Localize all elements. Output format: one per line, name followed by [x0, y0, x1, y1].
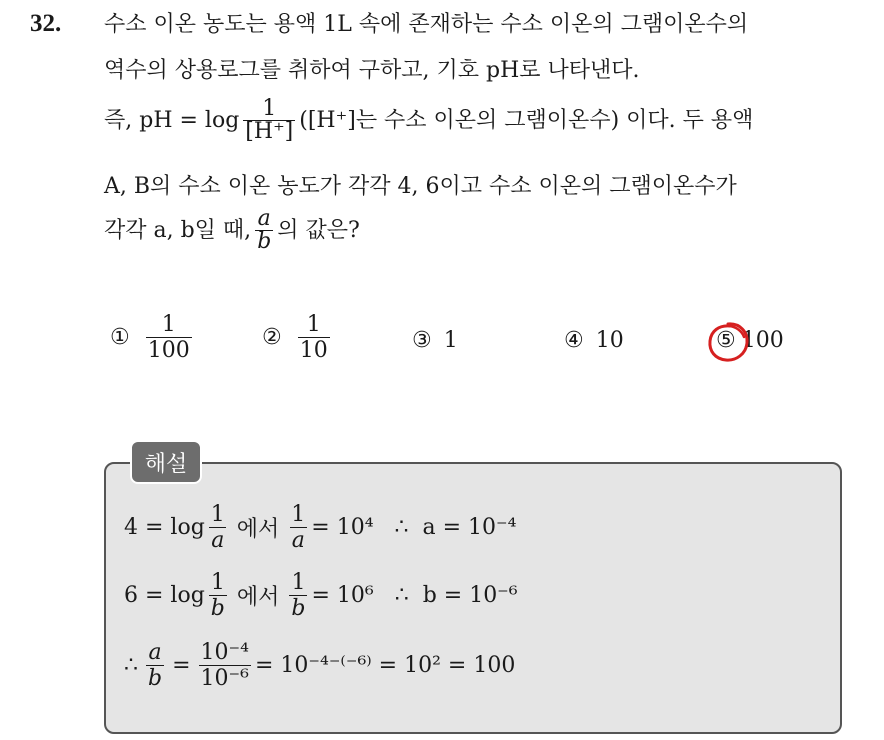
question-line-4: A, B의 수소 이온 농도가 각각 4, 6이고 수소 이온의 그램이온수가 — [104, 174, 737, 199]
choice-1-numerator: 1 — [161, 312, 176, 337]
solution-row-3-denominator-2: 10⁻⁶ — [200, 666, 249, 691]
solution-row-1-rhs: = 10⁴ ∴ a = 10⁻⁴ — [311, 515, 517, 540]
solution-row-3-fraction-1 — [146, 640, 164, 691]
solution-row-1-numerator-1: 1 — [210, 502, 225, 527]
choice-1[interactable] — [110, 312, 196, 363]
ph-fraction-numerator: 1 — [262, 96, 277, 121]
solution-row-1-lhs: 4 = log — [124, 515, 205, 540]
solution-row-2-numerator-2: 1 — [291, 570, 306, 595]
solution-badge: 해설 — [130, 440, 202, 484]
choice-4-value: 10 — [595, 328, 624, 353]
solution-row-1-fraction-1 — [209, 502, 227, 553]
solution-row-2-lhs: 6 = log — [124, 583, 205, 608]
solution-row-1-fraction-2 — [289, 502, 307, 553]
choice-1-fraction — [146, 312, 192, 363]
solution-row-1 — [124, 502, 516, 553]
choice-2[interactable] — [262, 312, 334, 363]
choice-3-symbol: ③ — [412, 328, 432, 353]
solution-row-2-numerator-1: 1 — [210, 570, 225, 595]
solution-row-2-rhs: = 10⁶ ∴ b = 10⁻⁶ — [311, 583, 518, 608]
ratio-denominator: b — [257, 229, 272, 254]
ph-definition: 즉, pH = log — [104, 107, 240, 133]
choice-4[interactable] — [564, 328, 624, 353]
question-prompt-suffix: 의 값은? — [277, 217, 360, 243]
choice-1-denominator: 100 — [147, 338, 190, 363]
solution-row-2-fraction-1 — [209, 570, 227, 621]
solution-row-3-rhs: = 10⁻⁴⁻⁽⁻⁶⁾ = 10² = 100 — [254, 653, 516, 678]
solution-row-2-connector: 에서 — [236, 585, 280, 610]
solution-row-3-denominator-1: b — [148, 666, 163, 691]
solution-row-2-denominator-2: b — [291, 596, 306, 621]
choice-2-denominator: 10 — [299, 338, 328, 363]
question-ratio-fraction — [255, 208, 273, 253]
choice-3[interactable] — [412, 328, 458, 353]
choice-2-fraction — [298, 312, 330, 363]
answer-mark-icon — [706, 320, 750, 364]
solution-row-2 — [124, 570, 518, 621]
solution-row-1-denominator-2: a — [291, 528, 305, 553]
solution-row-1-denominator-1: a — [211, 528, 225, 553]
choice-2-numerator: 1 — [306, 312, 321, 337]
solution-row-3-equals: = — [172, 653, 191, 678]
solution-row-3 — [124, 640, 515, 691]
ratio-numerator: a — [257, 206, 271, 231]
choice-2-symbol: ② — [262, 325, 282, 350]
solution-row-3-fraction-2 — [199, 640, 251, 691]
question-line-2: 역수의 상용로그를 취하여 구하고, 기호 pH로 나타낸다. — [104, 58, 640, 83]
question-number: 32. — [30, 10, 62, 37]
choice-5-symbol: ⑤ — [716, 328, 736, 353]
solution-row-1-connector: 에서 — [236, 517, 280, 542]
ph-fraction — [243, 98, 295, 143]
solution-row-3-numerator-2: 10⁻⁴ — [200, 640, 249, 665]
choice-4-symbol: ④ — [564, 328, 584, 353]
choice-3-value: 1 — [443, 328, 458, 353]
question-line-1: 수소 이온 농도는 용액 1L 속에 존재하는 수소 이온의 그램이온수의 — [104, 12, 749, 37]
choice-5-value: 100 — [741, 328, 784, 353]
question-prompt-prefix: 각각 a, b일 때, — [104, 217, 252, 243]
solution-row-3-numerator-1: a — [148, 640, 162, 665]
question-line-3 — [104, 98, 753, 143]
ph-fraction-denominator: [H⁺] — [245, 119, 294, 144]
therefore-symbol: ∴ — [124, 653, 138, 678]
choice-1-symbol: ① — [110, 325, 130, 350]
solution-row-2-fraction-2 — [289, 570, 307, 621]
ph-definition-note: ([H⁺]는 수소 이온의 그램이온수) 이다. 두 용액 — [299, 107, 754, 133]
question-line-5 — [104, 208, 360, 253]
solution-row-2-denominator-1: b — [210, 596, 225, 621]
solution-row-1-numerator-2: 1 — [291, 502, 306, 527]
